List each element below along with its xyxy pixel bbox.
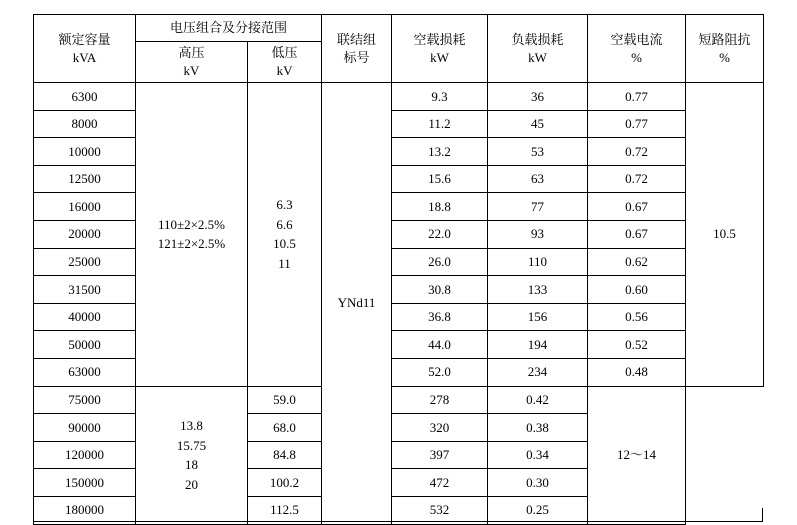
cell-no-load-loss: 22.0 [392,220,488,248]
cell-impedance-group-2: 12～14 [588,386,686,524]
header-voltage-group: 电压组合及分接范围 [136,15,322,42]
cell-no-load-loss: 15.6 [392,165,488,193]
cell-load-loss: 234 [488,358,588,386]
cell-load-loss: 156 [488,303,588,331]
cell-capacity: 8000 [34,110,136,138]
cell-capacity: 31500 [34,276,136,304]
cell-no-load-loss: 13.2 [392,138,488,166]
cell-load-loss: 93 [488,220,588,248]
cell-capacity: 40000 [34,303,136,331]
cell-no-load-current: 0.48 [588,358,686,386]
cell-impedance-group-1: 10.5 [686,83,764,387]
table-header [34,15,764,83]
cell-load-loss: 63 [488,165,588,193]
table-row [34,83,764,111]
table-body [34,83,764,525]
cell-load-loss: 194 [488,331,588,359]
cell-hv-voltage: 110±2×2.5% 121±2×2.5% [136,83,248,387]
cell-capacity: 16000 [34,193,136,221]
cell-no-load-current: 0.25 [488,496,588,524]
cell-no-load-current: 0.52 [588,331,686,359]
cell-load-loss: 36 [488,83,588,111]
cell-no-load-current: 0.62 [588,248,686,276]
cell-capacity: 90000 [34,414,136,442]
cell-load-loss: 77 [488,193,588,221]
cell-capacity: 20000 [34,220,136,248]
cell-capacity: 120000 [34,441,136,469]
cell-load-loss: 472 [392,469,488,497]
cell-connection-symbol: YNd11 [322,83,392,525]
header-no-load-loss: 空载损耗 kW [392,15,488,83]
cell-no-load-loss: 9.3 [392,83,488,111]
cell-lv-voltage-group-1: 6.3 6.6 10.5 11 [248,83,322,387]
cell-no-load-loss: 68.0 [248,414,322,442]
header-capacity: 额定容量 kVA [34,15,136,83]
cell-no-load-current: 0.67 [588,220,686,248]
cell-no-load-current: 0.34 [488,441,588,469]
cell-load-loss: 53 [488,138,588,166]
cell-no-load-current: 0.72 [588,138,686,166]
cell-no-load-current: 0.72 [588,165,686,193]
cell-no-load-current: 0.77 [588,110,686,138]
table-row [34,386,764,414]
cell-capacity: 50000 [34,331,136,359]
cell-no-load-loss: 18.8 [392,193,488,221]
cell-no-load-current: 0.60 [588,276,686,304]
header-hv: 高压 kV [136,42,248,83]
header-impedance: 短路阻抗 % [686,15,764,83]
cell-capacity: 25000 [34,248,136,276]
cell-no-load-loss: 59.0 [248,386,322,414]
cell-no-load-current: 0.42 [488,386,588,414]
cell-no-load-loss: 52.0 [392,358,488,386]
cell-no-load-loss: 11.2 [392,110,488,138]
transformer-spec-table [33,14,764,525]
cell-capacity: 150000 [34,469,136,497]
cell-load-loss: 45 [488,110,588,138]
cell-load-loss: 110 [488,248,588,276]
cell-no-load-loss: 26.0 [392,248,488,276]
cell-load-loss: 320 [392,414,488,442]
cell-capacity: 10000 [34,138,136,166]
cell-no-load-current: 0.77 [588,83,686,111]
cell-lv-voltage-group-2: 13.8 15.75 18 20 [136,386,248,524]
cell-load-loss: 397 [392,441,488,469]
cell-load-loss: 278 [392,386,488,414]
cell-load-loss: 133 [488,276,588,304]
table-header-row-1 [34,15,764,42]
table-bottom-strip [33,508,763,522]
cell-no-load-loss: 44.0 [392,331,488,359]
cell-capacity: 6300 [34,83,136,111]
cell-load-loss: 532 [392,496,488,524]
cell-no-load-loss: 36.8 [392,303,488,331]
cell-capacity: 180000 [34,496,136,524]
header-connection: 联结组 标号 [322,15,392,83]
cell-capacity: 63000 [34,358,136,386]
cell-no-load-loss: 30.8 [392,276,488,304]
cell-capacity: 75000 [34,386,136,414]
cell-no-load-loss: 100.2 [248,469,322,497]
cell-no-load-current: 0.67 [588,193,686,221]
cell-capacity: 12500 [34,165,136,193]
header-load-loss: 负载损耗 kW [488,15,588,83]
cell-no-load-current: 0.56 [588,303,686,331]
cell-no-load-loss: 84.8 [248,441,322,469]
cell-no-load-current: 0.38 [488,414,588,442]
header-lv: 低压 kV [248,42,322,83]
cell-no-load-loss: 112.5 [248,496,322,524]
cell-no-load-current: 0.30 [488,469,588,497]
header-no-load-current: 空载电流 % [588,15,686,83]
